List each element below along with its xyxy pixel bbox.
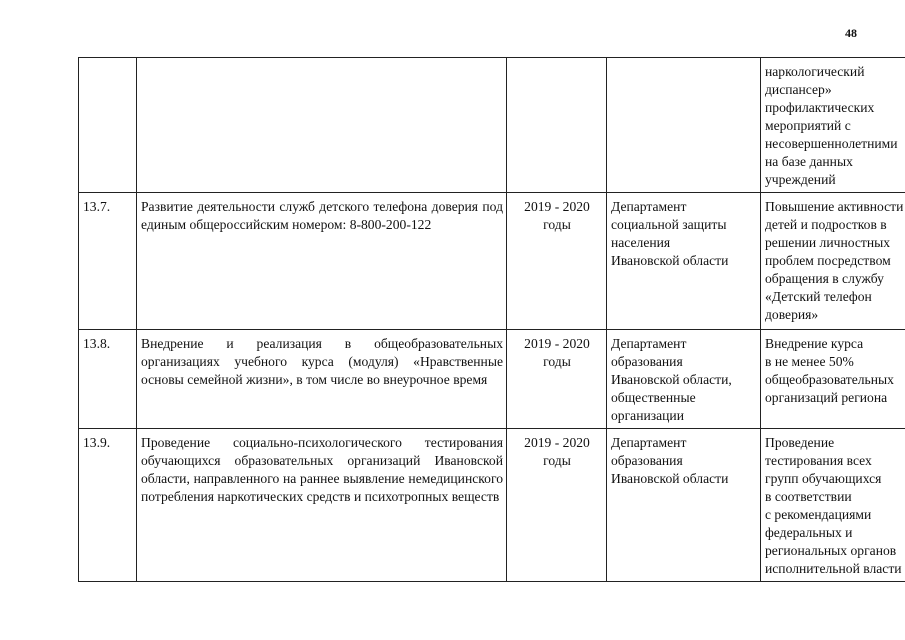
table-row — [79, 429, 905, 582]
result-cell — [761, 429, 905, 582]
executor-text: Департамент социальной защиты населения Ивановской области — [611, 199, 729, 268]
action-cell — [137, 58, 507, 193]
action-cell — [137, 330, 507, 429]
executor-cell — [607, 193, 761, 330]
term-cell — [507, 193, 607, 330]
action-cell — [137, 193, 507, 330]
result-text: наркологический диспансер» профилактических мероприятий с несовершеннолетними на базе данных учреждений — [765, 64, 898, 187]
executor-cell — [607, 429, 761, 582]
table-row — [79, 330, 905, 429]
row-number-cell: 13.9. — [79, 429, 137, 582]
page-number: 48 — [845, 26, 857, 40]
result-cell — [761, 58, 905, 193]
table-row — [79, 193, 905, 330]
action-text: Проведение социально-психологического тестирования обучающихся образовательных организаций Ивановской области, направленного на раннее выявление немедицинского потребления наркотических средств и психотропных веществ — [141, 435, 503, 504]
executor-text: Департамент образования Ивановской области, общественные организации — [611, 336, 732, 423]
row-number-cell: 13.8. — [79, 330, 137, 429]
term-cell — [507, 429, 607, 582]
term-cell — [507, 58, 607, 193]
result-cell — [761, 330, 905, 429]
result-text: Повышение активности детей и подростков в решении личностных проблем посредством обращения в службу «Детский телефон доверия» — [765, 199, 904, 322]
measures-table — [78, 57, 905, 582]
executor-text: Департамент образования Ивановской области — [611, 435, 729, 486]
row-number-cell: 13.7. — [79, 193, 137, 330]
term-text: 2019 - 2020 годы — [524, 336, 590, 369]
term-text: 2019 - 2020 годы — [524, 199, 590, 232]
term-text: 2019 - 2020 годы — [524, 435, 590, 468]
term-cell — [507, 330, 607, 429]
row-number-cell — [79, 58, 137, 193]
result-text: Внедрение курса в не менее 50% общеобразовательных организаций региона — [765, 336, 894, 405]
result-cell — [761, 193, 905, 330]
executor-cell — [607, 330, 761, 429]
action-text: Внедрение и реализация в общеобразовательных организациях учебного курса (модуля) «Нравственные основы семейной жизни», в том числе во внеурочное время — [141, 336, 503, 387]
result-text: Проведение тестирования всех групп обучающихся в соответствии с рекомендациями федеральных и региональных органов исполнительной власти — [765, 435, 902, 576]
action-cell — [137, 429, 507, 582]
action-text: Развитие деятельности служб детского телефона доверия под единым общероссийским номером: 8-800-200-122 — [141, 199, 503, 232]
table-row — [79, 58, 905, 193]
executor-cell — [607, 58, 761, 193]
